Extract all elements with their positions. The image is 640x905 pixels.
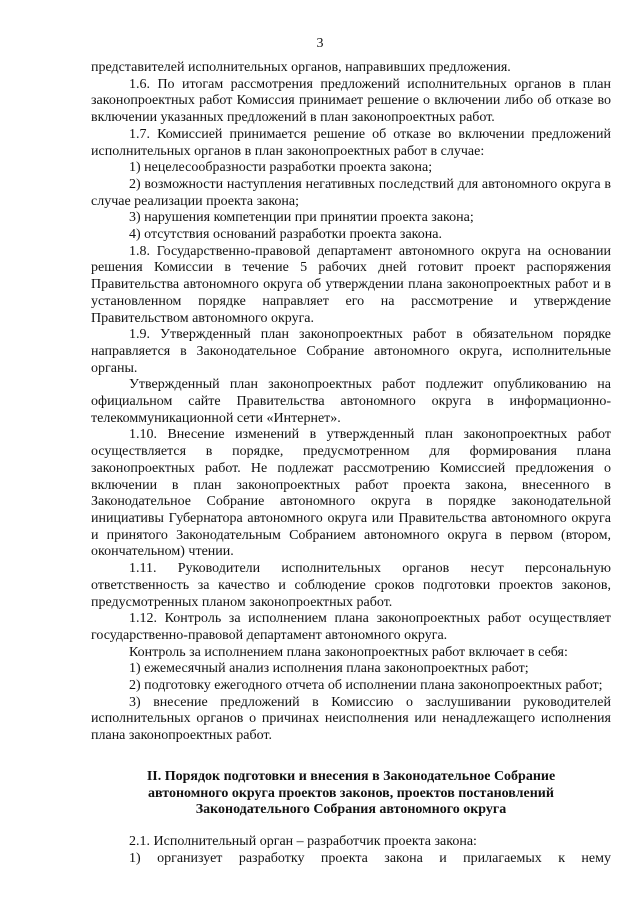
paragraph: 1.7. Комиссией принимается решение об отказе во включении предложений исполнительных органов в план законопроектных работ в случае: (91, 126, 611, 159)
list-item: 3) внесение предложений в Комиссию о заслушивании руководителей исполнительных органов о причинах неисполнения или ненадлежащего исполнения плана законопроектных работ. (91, 694, 611, 744)
paragraph: 1.11. Руководители исполнительных органов несут персональную ответственность за качество и соблюдение сроков подготовки проектов законов, предусмотренных планом законопроектных работ. (91, 561, 611, 610)
paragraph: Утвержденный план законопроектных работ подлежит опубликованию на официальном сайте Правительства автономного округа в информационно-телекоммуникационной сети «Интернет». (91, 377, 611, 426)
section-heading (91, 769, 611, 819)
paragraph: 2.1. Исполнительный орган – разработчик проекта закона: (129, 833, 477, 849)
list-item: 1) ежемесячный анализ исполнения плана законопроектных работ; (129, 661, 529, 677)
page-number: 3 (316, 36, 324, 51)
paragraph: Контроль за исполнением плана законопроектных работ включает в себя: (129, 644, 568, 660)
paragraph: 1.9. Утвержденный план законопроектных работ в обязательном порядке направляется в Законодательное Собрание автономного округа, исполнительные органы. (91, 327, 611, 376)
list-item: 1) организует разработку проекта закона и прилагаемых к нему (129, 850, 611, 866)
paragraph: 1.10. Внесение изменений в утвержденный план законопроектных работ осуществляется в порядке, предусмотренном для формирования плана законопроектных работ. Не подлежат рассмотрению Комиссией предложения о включении в план законопроектных работ проекта закона, внесенного в Законодательное Собрание автономного округа в порядке законодательной инициативы Губернатора автономного округа или Правительства автономного округа и принятого Законодательным Собранием автономного округа в первом (втором, окончательном) чтении. (91, 427, 611, 560)
section-heading-line: II. Порядок подготовки и внесения в Законодательное Собрание (146, 768, 556, 784)
document-body (91, 60, 611, 867)
section-heading-line: автономного округа проектов законов, проектов постановлений (148, 785, 554, 801)
paragraph: представителей исполнительных органов, направивших предложения. (91, 60, 511, 75)
list-item: 2) подготовку ежегодного отчета об исполнении плана законопроектных работ; (129, 678, 603, 694)
list-item: 3) нарушения компетенции при принятии проекта закона; (129, 210, 474, 226)
section-heading-line: Законодательного Собрания автономного округа (195, 802, 507, 818)
paragraph: 1.8. Государственно-правовой департамент автономного округа на основании решения Комиссии в течение 5 рабочих дней готовит проект распоряжения Правительства автономного округа об утверждении плана законопроектных работ и в установленном порядке направляет его на рассмотрение и утверждение Правительством автономного округа. (91, 243, 611, 326)
list-item: 1) нецелесообразности разработки проекта закона; (129, 160, 433, 176)
paragraph: 1.6. По итогам рассмотрения предложений исполнительных органов в план законопроектных работ Комиссия принимает решение о включении либо об отказе во включении указанных предложений в план законопроектных работ. (91, 76, 611, 126)
list-item: 2) возможности наступления негативных последствий для автономного округа в случае реализации проекта закона; (91, 176, 611, 209)
list-item: 4) отсутствия оснований разработки проекта закона. (129, 227, 442, 243)
paragraph: 1.12. Контроль за исполнением плана законопроектных работ осуществляет государственно-правовой департамент автономного округа. (91, 611, 611, 643)
